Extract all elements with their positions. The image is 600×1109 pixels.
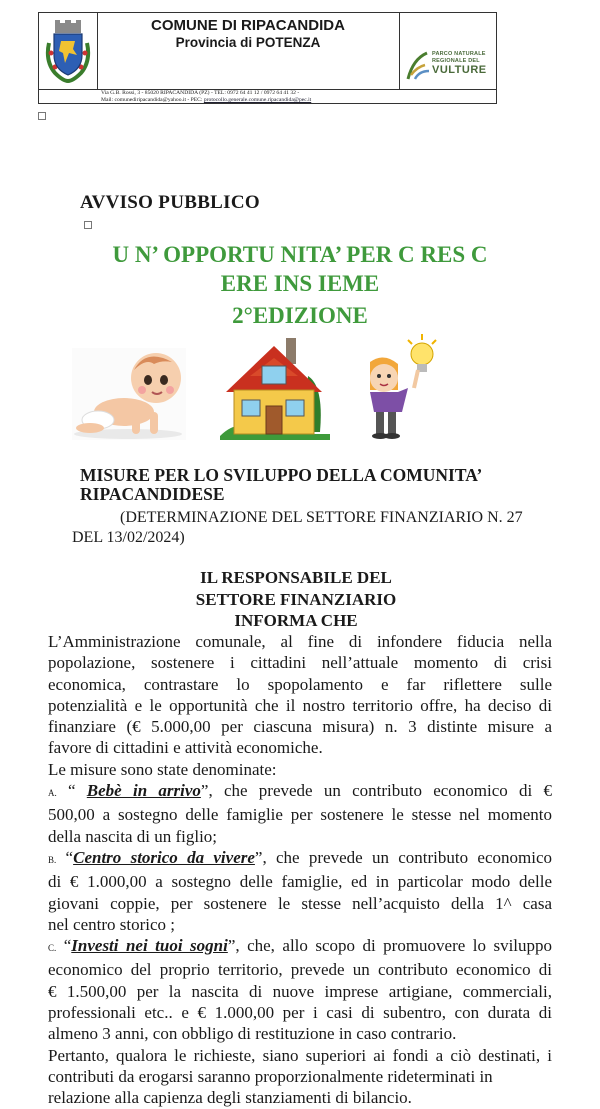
body-line: giovani coppie, per sostenere le stesse nell’acquisto della 1^ casa	[48, 893, 552, 913]
edition-label: 2°EDIZIONE	[232, 303, 368, 328]
responsible-line-3: INFORMA CHE	[234, 611, 358, 630]
address-line: Via G.B. Rossi, 3 - 85020 RIPACANDIDA (PZ) - TEL: 0972 64 41 12 / 0972 64 41 32 -	[101, 90, 300, 96]
body-line: € 1.500,00 per la nascita di nuove imprese artigiane, commerciali,	[48, 981, 552, 1001]
body-line: favore di cittadini e attività economiche.	[48, 738, 323, 758]
park-line-1: PARCO NATURALE	[432, 51, 486, 57]
body-line: potenzialità e le opportunità che il nostro territorio offre, ha deciso di	[48, 695, 552, 715]
mail-line	[101, 97, 311, 104]
contact-info	[101, 90, 311, 104]
measure-a-text: ”, che prevede un contributo economico di €	[200, 781, 553, 801]
responsible-line-1: IL RESPONSABILE DEL	[200, 568, 392, 587]
notice-heading: AVVISO PUBBLICO	[80, 192, 260, 213]
body-line: della nascita di un figlio;	[48, 826, 218, 846]
park-logo-icon	[405, 49, 431, 83]
checkbox-placeholder	[84, 221, 92, 229]
kid-idea-lightbulb-illustration	[364, 332, 440, 440]
park-line-3: VULTURE	[432, 64, 487, 76]
province-name: Provincia di POTENZA	[175, 35, 321, 50]
house-illustration	[220, 336, 330, 440]
green-title-line-1: U N’ OPPORTU NITA’ PER C RES C	[112, 242, 488, 267]
park-line-2: REGIONALE DEL	[432, 57, 480, 64]
body-line: economica, contrastare lo spopolamento e far riflettere sulle	[48, 674, 552, 694]
measure-a	[48, 780, 552, 804]
section-title-line-2: RIPACANDIDESE	[80, 484, 225, 504]
section-title	[80, 466, 482, 504]
pec-link[interactable]: protocollo.generale.comune.ripacandida@pec.it	[203, 97, 312, 103]
determination-line-1: (DETERMINAZIONE DEL SETTORE FINANZIARIO N. 27	[120, 509, 523, 526]
list-marker: A.	[48, 788, 57, 799]
municipality-name: COMUNE DI RIPACANDIDA	[151, 17, 345, 34]
mail-text: Mail: comunediripacandida@yahoo.it - PEC:	[101, 97, 204, 103]
divider	[97, 13, 98, 89]
body-line: economico del proprio territorio, prevede un contributo economico di	[48, 960, 552, 980]
list-marker: C.	[48, 943, 57, 954]
quote-open: “	[56, 781, 87, 801]
body-line: finanziare (€ 5.000,00 per ciascuna misura) n. 3 distinte misure a	[48, 717, 552, 737]
determination-line-2: DEL 13/02/2024)	[72, 529, 185, 546]
body-line: L’Amministrazione comunale, al fine di infondere fiducia nella	[48, 632, 552, 651]
baby-illustration	[72, 348, 186, 440]
body-line: Le misure sono state denominate:	[48, 759, 277, 779]
quote-open: “	[56, 847, 74, 867]
body-line: popolazione, sostenere i cittadini nell’attuale momento di crisi	[48, 653, 552, 673]
notice-body	[48, 631, 552, 1109]
body-line: almeno 3 anni, con obbligo di restituzione in caso contrario.	[48, 1024, 457, 1044]
measure-c-title: Investi nei tuoi sogni	[71, 936, 228, 956]
body-line: Pertanto, qualora le richieste, siano superiori ai fondi a ciò destinati, i	[48, 1045, 552, 1065]
measure-b	[48, 847, 552, 871]
measure-a-title: Bebè in arrivo	[86, 781, 201, 801]
green-title-line-2: ERE INS IEME	[220, 271, 380, 296]
letterhead	[38, 12, 497, 104]
body-line: contributi da erogarsi saranno proporzionalmente rideterminati in	[48, 1066, 493, 1086]
body-line: professionali etc.. e € 1.000,00 per i casi di subentro, con durata di	[48, 1003, 552, 1023]
quote-open: “	[56, 936, 72, 956]
checkbox-placeholder	[38, 112, 46, 120]
list-marker: B.	[48, 854, 57, 865]
measure-b-text: ”, che prevede un contributo economico	[254, 847, 552, 867]
body-line: nel centro storico ;	[48, 914, 175, 934]
body-line: relazione alla capienza degli stanziamenti di bilancio.	[48, 1088, 412, 1108]
measure-b-title: Centro storico da vivere	[73, 847, 255, 867]
section-title-line-1: MISURE PER LO SVILUPPO DELLA COMUNITA’	[80, 465, 483, 485]
body-line: 500,00 a sostegno delle famiglie per sostenere le stesse nel momento	[48, 805, 552, 825]
measure-c	[48, 935, 552, 959]
body-line: di € 1.000,00 a sostegno delle famiglie, ed in particolar modo delle	[48, 872, 552, 892]
coat-of-arms-icon	[43, 19, 93, 83]
measure-c-text: ”, che, allo scopo di promuovere lo sviluppo	[227, 936, 553, 956]
divider	[399, 13, 400, 89]
park-logo-text	[432, 51, 487, 76]
responsible-line-2: SETTORE FINANZIARIO	[195, 590, 397, 609]
